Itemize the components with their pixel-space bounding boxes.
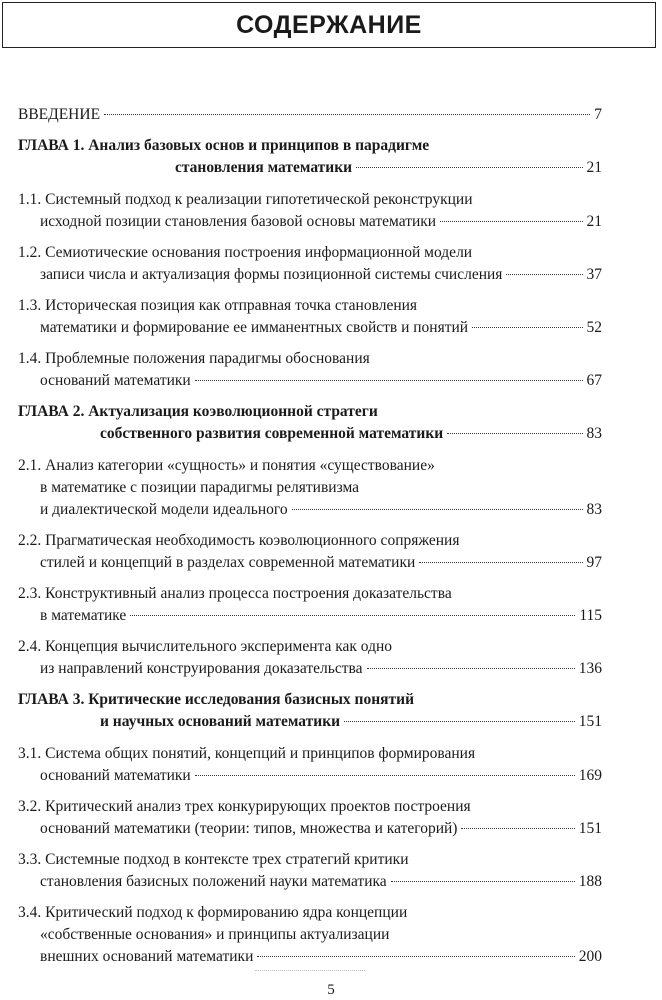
- footer-divider: [255, 970, 365, 971]
- toc-line: ВВЕДЕНИЕ: [18, 106, 101, 123]
- toc-chapter: [18, 135, 602, 179]
- leader-dots: [472, 327, 582, 328]
- page-number: 5: [327, 982, 335, 998]
- toc-page-number: 136: [578, 660, 602, 677]
- toc-line: 1.4. Проблемные положения парадигмы обоснования: [18, 350, 370, 367]
- leader-dots: [292, 509, 583, 510]
- toc-line: ГЛАВА 1. Анализ базовых основ и принципов в парадигме: [18, 137, 430, 154]
- toc-line: оснований математики: [40, 767, 191, 784]
- toc-line: и научных оснований математики: [100, 713, 341, 730]
- toc-line-with-page: [18, 370, 602, 392]
- toc-page-number: 115: [579, 607, 602, 624]
- toc-section: [18, 902, 602, 968]
- table-of-contents: [18, 104, 602, 977]
- title-box: [2, 2, 656, 48]
- toc-section: [18, 849, 602, 893]
- toc-line: записи числа и актуализация формы позиционной системы счисления: [40, 266, 503, 283]
- toc-section: [18, 348, 602, 392]
- toc-page-number: 83: [586, 501, 602, 518]
- toc-line: в математике с позиции парадигмы релятивизма: [40, 479, 360, 496]
- toc-line: становления математики: [175, 159, 353, 176]
- toc-section: [18, 530, 602, 574]
- toc-page-number: 169: [578, 767, 602, 784]
- toc-line-with-page: [18, 871, 602, 893]
- toc-page-number: 21: [586, 159, 602, 176]
- leader-dots: [257, 956, 574, 957]
- toc-page-number: 151: [578, 713, 602, 730]
- toc-chapter: [18, 401, 602, 445]
- leader-dots: [447, 433, 582, 434]
- leader-dots: [344, 721, 575, 722]
- toc-page-number: 188: [578, 873, 602, 890]
- leader-dots: [391, 881, 575, 882]
- toc-line: внешних оснований математики: [40, 948, 254, 965]
- toc-line: становления базисных положений науки математика: [40, 873, 387, 890]
- toc-line: ГЛАВА 3. Критические исследования базисных понятий: [18, 691, 415, 708]
- toc-page-number: 37: [586, 266, 602, 283]
- toc-line: 3.4. Критический подход к формированию ядра концепции: [18, 904, 408, 921]
- toc-line: 1.3. Историческая позиция как отправная точка становления: [18, 297, 418, 314]
- toc-line: «собственные основания» и принципы актуализации: [40, 926, 390, 943]
- toc-line: из направлений конструирования доказательства: [40, 660, 363, 677]
- toc-line-with-page: [18, 818, 602, 840]
- leader-dots: [440, 221, 582, 222]
- toc-line: и диалектической модели идеального: [40, 501, 288, 518]
- toc-line: стилей и концепций в разделах современной математики: [40, 554, 416, 571]
- toc-line-with-page: [18, 605, 602, 627]
- toc-section: [18, 295, 602, 339]
- toc-page-number: 200: [578, 948, 602, 965]
- leader-dots: [367, 668, 575, 669]
- toc-line-with-page: [18, 104, 602, 126]
- leader-dots: [104, 114, 590, 115]
- toc-line: математики и формирование ее имманентных свойств и понятий: [40, 319, 469, 336]
- leader-dots: [195, 775, 575, 776]
- toc-line: оснований математики (теории: типов, множества и категорий): [40, 820, 458, 837]
- toc-section: [18, 583, 602, 627]
- toc-line-with-page: [18, 157, 602, 179]
- leader-dots: [195, 380, 583, 381]
- toc-section: [18, 242, 602, 286]
- toc-section: [18, 189, 602, 233]
- toc-line: в математике: [40, 607, 127, 624]
- toc-line-with-page: [18, 946, 602, 968]
- toc-line: 3.2. Критический анализ трех конкурирующих проектов построения: [18, 798, 471, 815]
- leader-dots: [356, 167, 582, 168]
- toc-intro: [18, 104, 602, 126]
- toc-line: 2.2. Прагматическая необходимость коэволюционного сопряжения: [18, 532, 460, 549]
- toc-line-with-page: [18, 658, 602, 680]
- toc-section: [18, 743, 602, 787]
- toc-line: 1.1. Системный подход к реализации гипотетической реконструкции: [18, 191, 473, 208]
- toc-line: 2.3. Конструктивный анализ процесса построения доказательства: [18, 585, 452, 602]
- toc-line-with-page: [18, 499, 602, 521]
- toc-page-number: 52: [586, 319, 602, 336]
- toc-line: оснований математики: [40, 372, 191, 389]
- toc-section: [18, 455, 602, 521]
- toc-line-with-page: [18, 711, 602, 733]
- toc-section: [18, 796, 602, 840]
- toc-line: 3.1. Система общих понятий, концепций и принципов формирования: [18, 745, 476, 762]
- leader-dots: [461, 828, 574, 829]
- toc-line-with-page: [18, 317, 602, 339]
- toc-page-number: 97: [586, 554, 602, 571]
- toc-line-with-page: [18, 765, 602, 787]
- toc-line-with-page: [18, 211, 602, 233]
- leader-dots: [130, 615, 575, 616]
- toc-page-number: 83: [586, 425, 602, 442]
- toc-line-with-page: [18, 552, 602, 574]
- toc-line: 2.4. Концепция вычислительного эксперимента как одно: [18, 638, 393, 655]
- toc-line: собственного развития современной математики: [100, 425, 444, 442]
- toc-page-number: 7: [594, 106, 602, 123]
- toc-line: 3.3. Системные подход в контексте трех стратегий критики: [18, 851, 409, 868]
- leader-dots: [419, 562, 582, 563]
- toc-line: ГЛАВА 2. Актуализация коэволюционной стратеги: [18, 403, 378, 420]
- toc-line: 2.1. Анализ категории «сущность» и понятия «существование»: [18, 457, 435, 474]
- toc-chapter: [18, 689, 602, 733]
- toc-page-number: 21: [586, 213, 602, 230]
- toc-line-with-page: [18, 264, 602, 286]
- page-title: СОДЕРЖАНИЕ: [236, 10, 422, 39]
- toc-line: исходной позиции становления базовой основы математики: [40, 213, 437, 230]
- toc-page-number: 151: [578, 820, 602, 837]
- toc-line: 1.2. Семиотические основания построения информационной модели: [18, 244, 473, 261]
- leader-dots: [506, 274, 582, 275]
- toc-line-with-page: [18, 423, 602, 445]
- toc-section: [18, 636, 602, 680]
- toc-page-number: 67: [586, 372, 602, 389]
